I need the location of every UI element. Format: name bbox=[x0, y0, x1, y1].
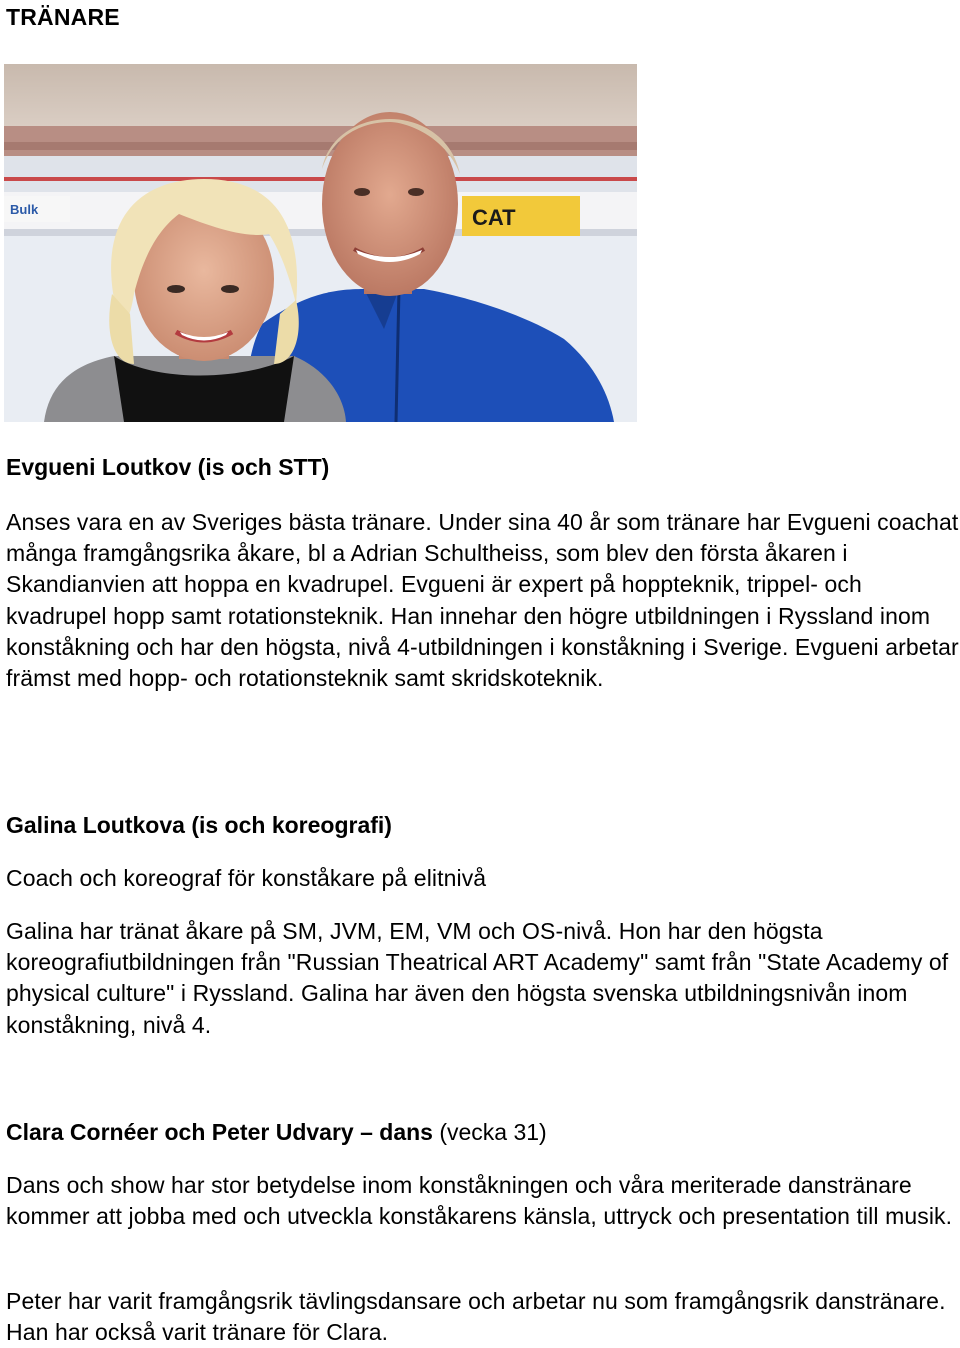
coach-description: Peter har varit framgångsrik tävlingsdansare och arbetar nu som framgångsrik danstränare. Han har också varit tränare för Clara. bbox=[6, 1288, 946, 1346]
coach-heading: Evgueni Loutkov (is och STT) bbox=[6, 454, 330, 480]
coach-subtitle: Coach och koreograf för konståkare på elitnivå bbox=[6, 865, 487, 891]
coach-heading-name: Clara Cornéer och Peter Udvary – dans bbox=[6, 1119, 433, 1145]
coach-heading-suffix: (vecka 31) bbox=[439, 1119, 547, 1145]
coach-description: Anses vara en av Sveriges bästa tränare. Under sina 40 år som tränare har Evgueni coachat många framgångsrika åkare, bl a Adrian Schultheiss, som blev den första åkaren i Skandianvien att hoppa en kvadrupel. Evgueni är expert på hoppteknik, trippel- och kvadrupel hopp samt rotationsteknik. Han innehar den högre utbildningen i Ryssland inom konståkning och har den högsta, nivå 4-utbildningen i konståkning i Sverige. Evgueni arbetar främst med hopp- och rotationsteknik samt skridskoteknik. bbox=[6, 509, 959, 692]
arena-banner-bulk: Bulk bbox=[10, 202, 39, 217]
coach-description: Dans och show har stor betydelse inom konståkningen och våra meriterade danstränare kommer att jobba med och utveckla konståkarens känsla, uttryck och presentation till musik. bbox=[6, 1172, 953, 1230]
arena-banner-cat: CAT bbox=[472, 205, 516, 230]
coach-heading bbox=[6, 1117, 547, 1147]
coach-description: Galina har tränat åkare på SM, JVM, EM, VM och OS-nivå. Hon har den högsta koreografiutbildningen från "Russian Theatrical ART Academy" samt från "State Academy of physical culture" i Ryssland. Galina har även den högsta svenska utbildningsnivån inom konståkning, nivå 4. bbox=[6, 918, 949, 1038]
coaches-photo bbox=[4, 64, 637, 422]
coach-heading: Galina Loutkova (is och koreografi) bbox=[6, 812, 392, 838]
page-title: TRÄNARE bbox=[6, 4, 120, 30]
